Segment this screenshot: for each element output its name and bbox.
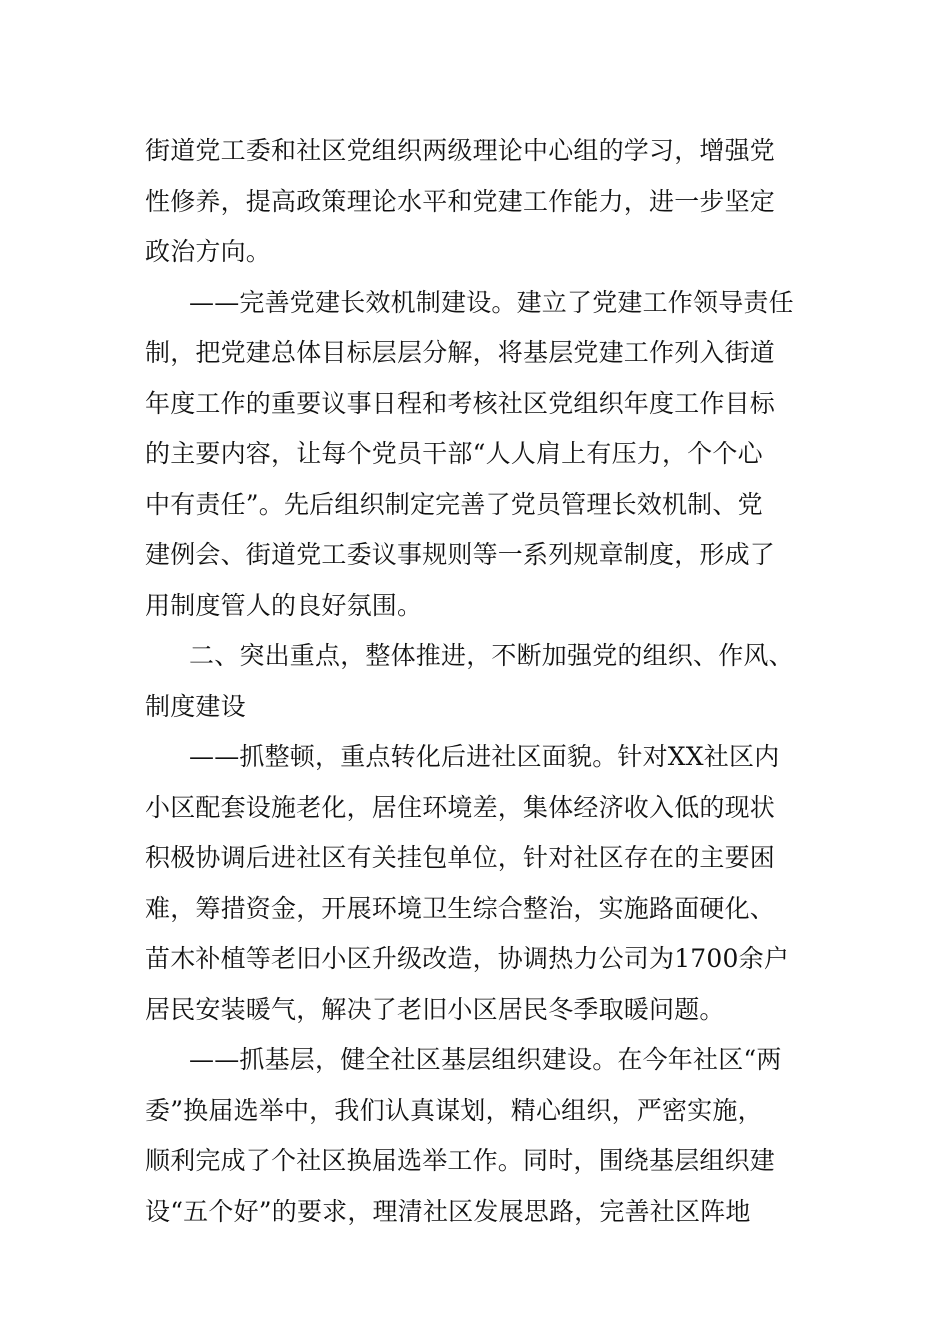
text-line: 政治方向。 (145, 237, 272, 266)
section-heading-line: 二、突出重点，整体推进，不断加强党的组织、作风、 (189, 641, 794, 670)
text-line: 中有责任”。先后组织制定完善了党员管理长效机制、党 (145, 489, 763, 519)
text-line: 居民安装暖气，解决了老旧小区居民冬季取暖问题。 (145, 994, 725, 1024)
text-line: 苗木补植等老旧小区升级改造，协调热力公司为1700余户 (145, 944, 790, 973)
text-line: 的主要内容，让每个党员干部“人人肩上有压力，个个心 (145, 439, 763, 468)
document-body-text (145, 126, 810, 1237)
text-line: 性修养，提高政策理论水平和党建工作能力，进一步坚定 (145, 186, 776, 216)
text-line: 积极协调后进社区有关挂包单位，针对社区存在的主要困 (145, 843, 776, 872)
text-line: 难，筹措资金，开展环境卫生综合整治，实施路面硬化、 (145, 893, 776, 923)
text-line: 小区配套设施老化，居住环境差，集体经济收入低的现状 (145, 792, 776, 822)
text-line: 街道党工委和社区党组织两级理论中心组的学习，增强党 (145, 136, 776, 165)
section-heading-line: 制度建设 (145, 691, 246, 721)
text-line: 建例会、街道党工委议事规则等一系列规章制度，形成了 (145, 540, 776, 569)
text-line: 设“五个好”的要求，理清社区发展思路，完善社区阵地 (145, 1196, 751, 1226)
paragraph-start-line: ——完善党建长效机制建设。建立了党建工作领导责任 (189, 287, 794, 317)
text-line: 制，把党建总体目标层层分解，将基层党建工作列入街道 (145, 338, 776, 367)
paragraph-start-line: ——抓整顿，重点转化后进社区面貌。针对XX社区内 (189, 742, 780, 771)
text-line: 委”换届选举中，我们认真谋划，精心组织，严密实施， (145, 1095, 763, 1125)
text-line: 顺利完成了个社区换届选举工作。同时，围绕基层组织建 (145, 1146, 776, 1175)
paragraph-start-line: ——抓基层，健全社区基层组织建设。在今年社区“两 (189, 1045, 782, 1074)
text-line: 年度工作的重要议事日程和考核社区党组织年度工作目标 (145, 388, 776, 418)
text-line: 用制度管人的良好氛围。 (145, 590, 423, 620)
